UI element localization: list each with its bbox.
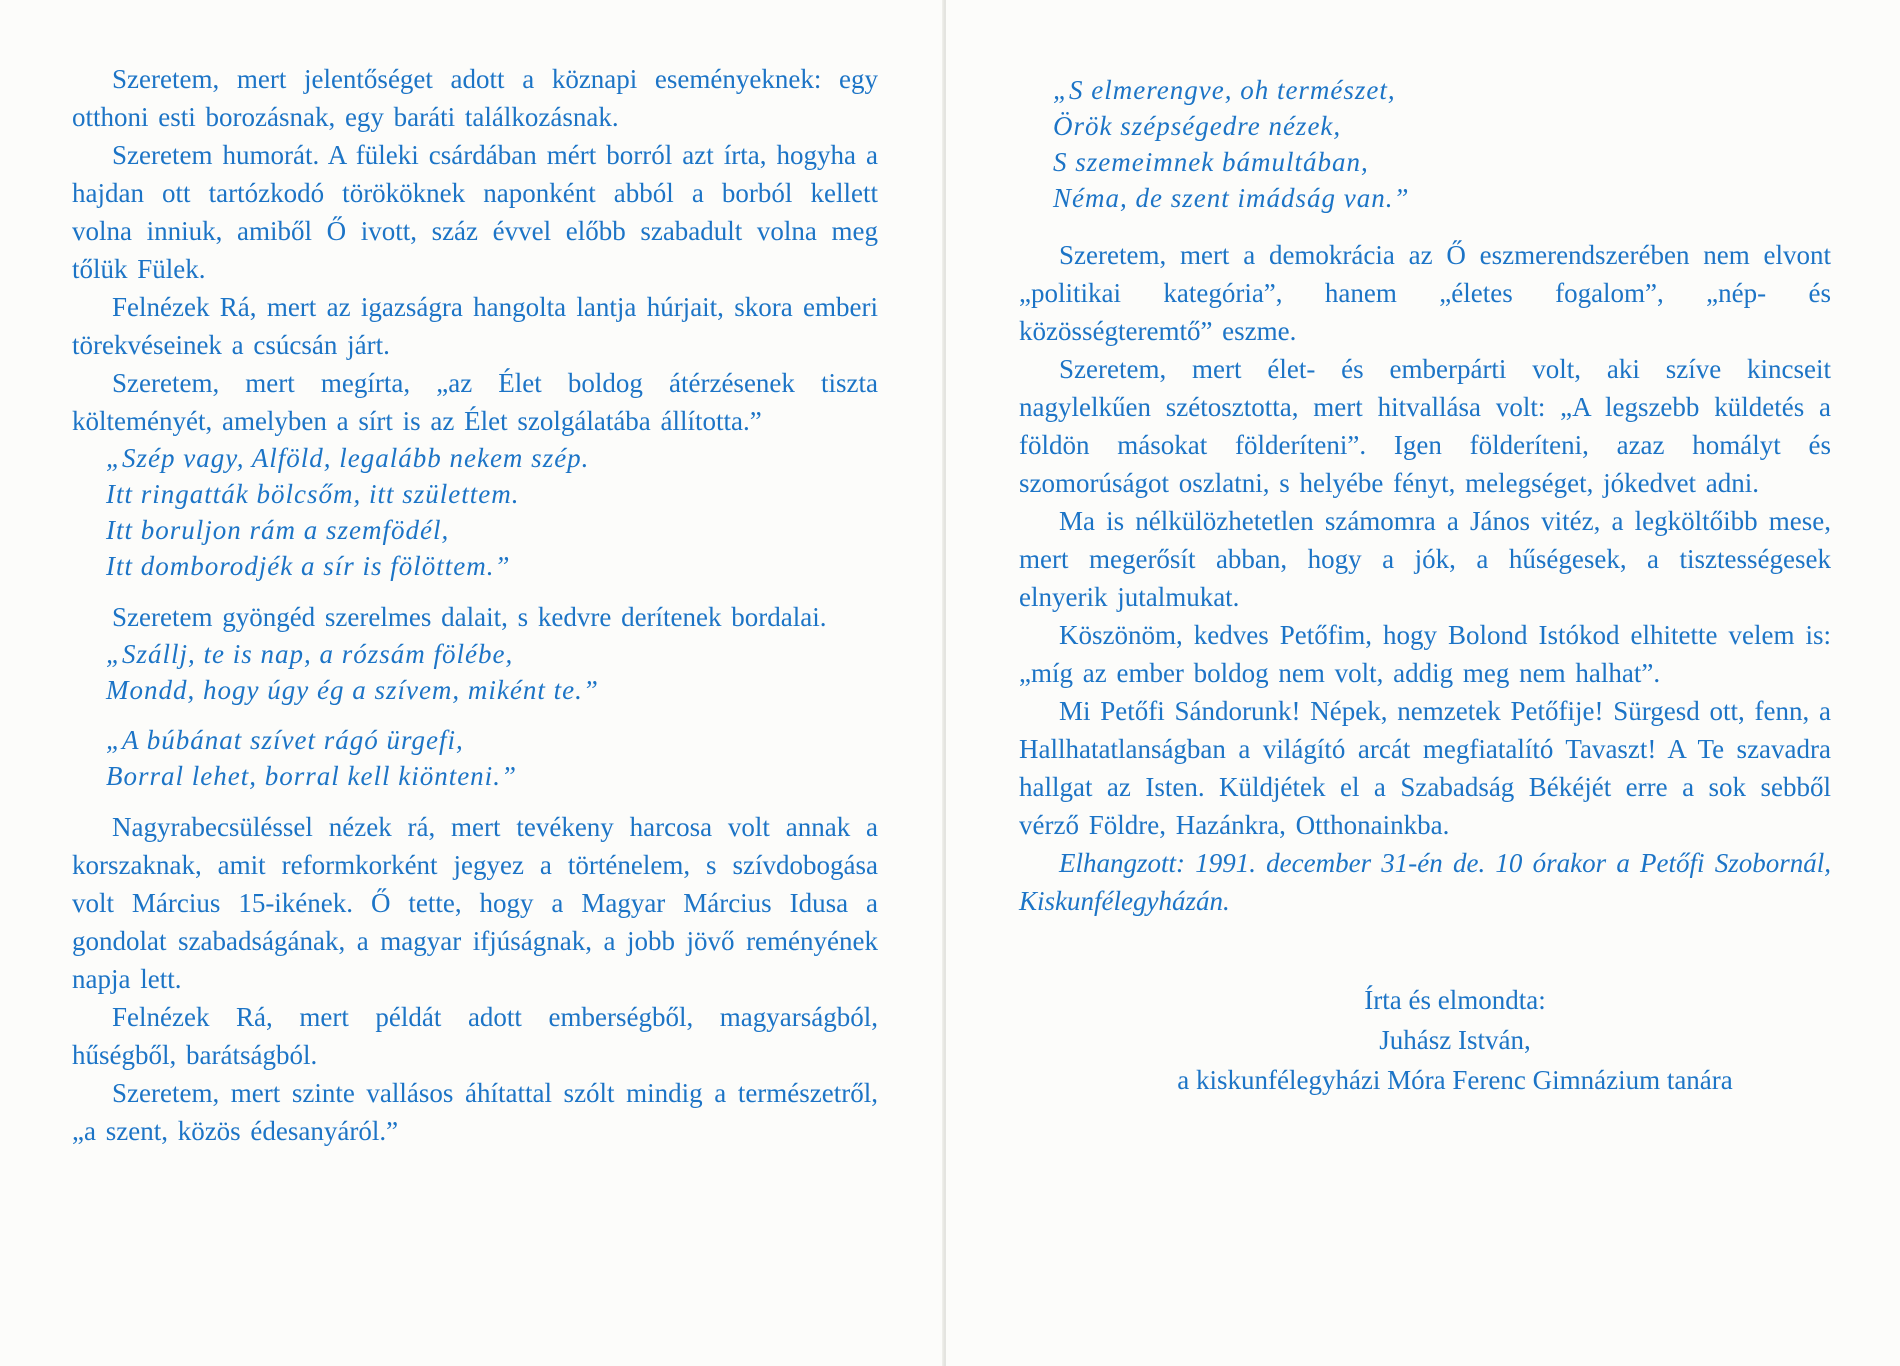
paragraph: Szeretem humorát. A füleki csárdában mért borról azt írta, hogyha a hajdan ott tartózkodó törököknek naponként abból a borból kellett volna inniuk, amiből Ő ivott, száz évvel előbb szabadult volna meg tőlük Fülek.	[72, 140, 878, 284]
verse-line: „Szállj, te is nap, a rózsám fölébe,	[106, 639, 514, 669]
verse-line: „A búbánat szívet rágó ürgefi,	[106, 725, 464, 755]
verse-line: Örök szépségedre nézek,	[1053, 111, 1342, 141]
verse-line: Mondd, hogy úgy ég a szívem, miként te.”	[106, 675, 599, 705]
verse-line: Itt boruljon rám a szemfödél,	[106, 515, 450, 545]
signature-title: a kiskunfélegyházi Móra Ferenc Gimnázium tanára	[1177, 1065, 1733, 1095]
verse-line: Borral lehet, borral kell kiönteni.”	[106, 761, 517, 791]
right-page-text	[1019, 72, 1831, 1100]
poem-quote	[1053, 72, 1831, 216]
verse-line: „Szép vagy, Alföld, legalább nekem szép.	[106, 443, 590, 473]
signature-block	[1019, 980, 1831, 1100]
paragraph: Köszönöm, kedves Petőfim, hogy Bolond Istókod elhitette velem is: „míg az ember boldog nem volt, addig meg nem halhat”.	[1019, 620, 1831, 688]
paragraph: Nagyrabecsüléssel nézek rá, mert tevékeny harcosa volt annak a korszaknak, amit reformkorként jegyez a történelem, s szívdobogása volt Március 15-ikének. Ő tette, hogy a Magyar Március Idusa a gondolat szabadságának, a magyar ifjúságnak, a jobb jövő reményének napja lett.	[72, 812, 878, 994]
delivery-note: Elhangzott: 1991. december 31-én de. 10 órakor a Petőfi Szobornál, Kiskunfélegyházán.	[1019, 848, 1831, 916]
verse-line: Itt ringatták bölcsőm, itt születtem.	[106, 479, 520, 509]
right-page	[946, 0, 1900, 1366]
left-page-text	[72, 60, 878, 1150]
poem-quote	[106, 722, 878, 794]
verse-line: „S elmerengve, oh természet,	[1053, 75, 1396, 105]
left-page	[0, 0, 944, 1366]
paragraph: Mi Petőfi Sándorunk! Népek, nemzetek Petőfije! Sürgesd ott, fenn, a Hallhatatlanságban a világító arcát megfiatalító Tavaszt! A Te szavadra hallgat az Isten. Küldjétek el a Szabadság Békéjét erre a sok sebből vérző Földre, Hazánkra, Otthonainkba.	[1019, 696, 1831, 840]
verse-line: Itt domborodjék a sír is fölöttem.”	[106, 551, 511, 581]
poem-quote	[106, 440, 878, 584]
paragraph: Szeretem, mert jelentőséget adott a köznapi eseményeknek: egy otthoni esti borozásnak, egy baráti találkozásnak.	[72, 64, 878, 132]
paragraph: Felnézek Rá, mert az igazságra hangolta lantja húrjait, skora emberi törekvéseinek a csúcsán járt.	[72, 292, 878, 360]
paragraph: Ma is nélkülözhetetlen számomra a János vitéz, a legköltőibb mese, mert megerősít abban, hogy a jók, a hűségesek, a tisztességesek elnyerik jutalmukat.	[1019, 506, 1831, 612]
paragraph: Szeretem, mert élet- és emberpárti volt, aki szíve kincseit nagylelkűen szétosztotta, mert hitvallása volt: „A legszebb küldetés a földön másokat földeríteni”. Igen földeríteni, azaz homályt és szomorúságot oszlatni, s helyébe fényt, melegséget, jókedvet adni.	[1019, 354, 1831, 498]
signature-line: Írta és elmondta:	[1364, 985, 1546, 1015]
paragraph: Szeretem gyöngéd szerelmes dalait, s kedvre derítenek bordalai.	[112, 602, 827, 632]
paragraph: Felnézek Rá, mert példát adott emberségből, magyarságból, hűségből, barátságból.	[72, 1002, 878, 1070]
signature-author: Juhász István,	[1379, 1025, 1531, 1055]
verse-line: S szemeimnek bámultában,	[1053, 147, 1369, 177]
paragraph: Szeretem, mert szinte vallásos áhítattal szólt mindig a természetről, „a szent, közös édesanyáról.”	[72, 1078, 878, 1146]
poem-quote	[106, 636, 878, 708]
paragraph: Szeretem, mert megírta, „az Élet boldog átérzésenek tiszta költeményét, amelyben a sírt is az Élet szolgálatába állította.”	[72, 368, 878, 436]
verse-line: Néma, de szent imádság van.”	[1053, 183, 1410, 213]
paragraph: Szeretem, mert a demokrácia az Ő eszmerendszerében nem elvont „politikai kategória”, hanem „életes fogalom”, „nép- és közösségteremtő” eszme.	[1019, 240, 1831, 346]
